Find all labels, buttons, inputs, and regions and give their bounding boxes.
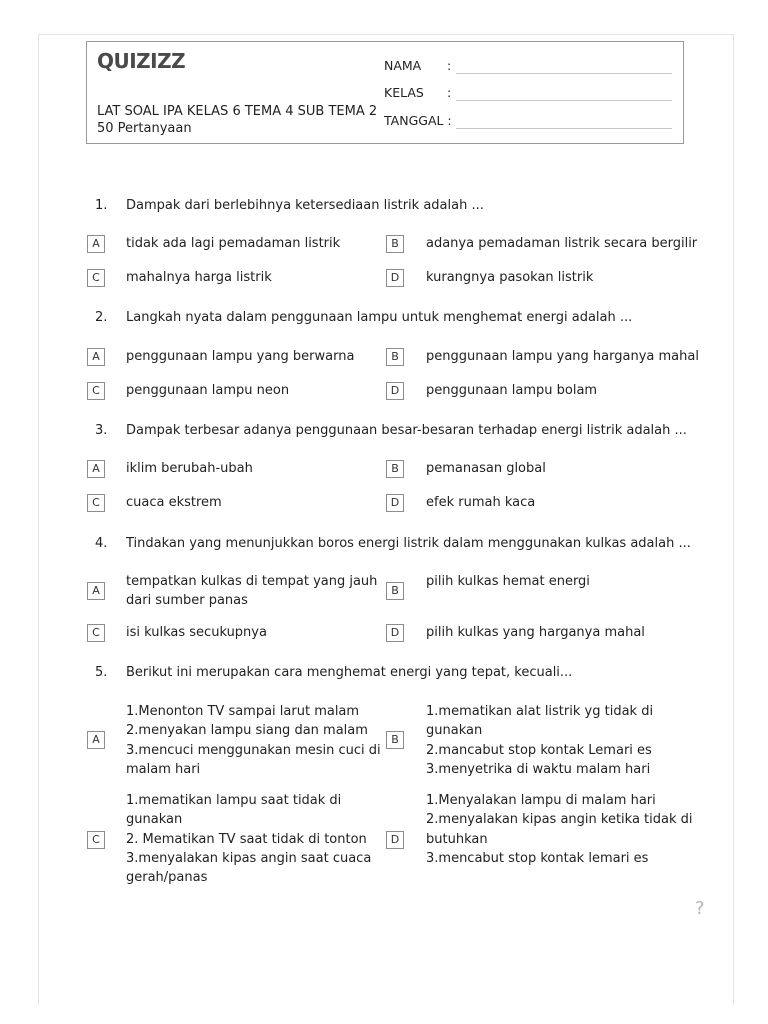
- option-box-d: D: [386, 494, 404, 512]
- name-label: NAMA: [384, 58, 422, 73]
- option-box-c: C: [87, 382, 105, 400]
- name-colon: :: [447, 58, 452, 73]
- option-box-a: A: [87, 235, 105, 253]
- option-text-a: iklim berubah-ubah: [126, 461, 253, 476]
- question-text: Dampak terbesar adanya penggunaan besar-besaran terhadap energi listrik adalah ...: [126, 423, 687, 438]
- class-line: [456, 100, 672, 101]
- option-box-c: C: [87, 494, 105, 512]
- option-text-d: efek rumah kaca: [426, 495, 536, 510]
- question-text: Berikut ini merupakan cara menghemat energi yang tepat, kecuali...: [126, 665, 573, 680]
- option-box-d: D: [386, 831, 404, 849]
- name-line: [456, 73, 672, 74]
- option-box-b: B: [386, 348, 404, 366]
- option-text-c: 1.mematikan lampu saat tidak di gunakan 2. Mematikan TV saat tidak di tonton 3.menyalakan kipas angin saat cuaca gerah/panas: [126, 793, 372, 886]
- class-colon: :: [447, 85, 452, 100]
- date-label: TANGGAL :: [384, 113, 452, 128]
- question-text: Tindakan yang menunjukkan boros energi listrik dalam menggunakan kulkas adalah ...: [126, 536, 691, 551]
- question-count: 50 Pertanyaan: [97, 121, 192, 136]
- option-text-c: mahalnya harga listrik: [126, 270, 272, 285]
- option-box-b: B: [386, 731, 404, 749]
- option-text-b: penggunaan lampu yang harganya mahal: [426, 349, 699, 364]
- question-number: 2.: [95, 310, 108, 325]
- option-text-d: penggunaan lampu bolam: [426, 383, 598, 398]
- option-box-d: D: [386, 624, 404, 642]
- option-text-d: kurangnya pasokan listrik: [426, 270, 594, 285]
- worksheet-header: [86, 41, 684, 144]
- date-line: [456, 128, 672, 129]
- question-number: 1.: [95, 198, 108, 213]
- help-icon[interactable]: ?: [695, 898, 705, 919]
- option-text-b: adanya pemadaman listrik secara bergilir: [426, 236, 698, 251]
- option-box-a: A: [87, 731, 105, 749]
- option-box-b: B: [386, 235, 404, 253]
- option-text-d: pilih kulkas yang harganya mahal: [426, 625, 645, 640]
- option-box-d: D: [386, 382, 404, 400]
- option-text-a: tempatkan kulkas di tempat yang jauh dari sumber panas: [126, 574, 378, 609]
- quizizz-logo: QUIZIZZ: [97, 49, 186, 73]
- question-text: Langkah nyata dalam penggunaan lampu untuk menghemat energi adalah ...: [126, 310, 633, 325]
- option-text-c: cuaca ekstrem: [126, 495, 222, 510]
- option-box-c: C: [87, 624, 105, 642]
- option-box-c: C: [87, 269, 105, 287]
- option-text-a: tidak ada lagi pemadaman listrik: [126, 236, 341, 251]
- quiz-title: LAT SOAL IPA KELAS 6 TEMA 4 SUB TEMA 2: [97, 104, 378, 119]
- option-text-c: isi kulkas secukupnya: [126, 625, 267, 640]
- option-box-a: A: [87, 582, 105, 600]
- question-number: 5.: [95, 665, 108, 680]
- option-text-b: 1.mematikan alat listrik yg tidak di gunakan 2.mancabut stop kontak Lemari es 3.menyetrika di waktu malam hari: [426, 704, 654, 777]
- option-box-d: D: [386, 269, 404, 287]
- option-box-b: B: [386, 460, 404, 478]
- option-box-b: B: [386, 582, 404, 600]
- question-number: 3.: [95, 423, 108, 438]
- option-text-d: 1.Menyalakan lampu di malam hari 2.menyalakan kipas angin ketika tidak di butuhkan 3.mencabut stop kontak lemari es: [426, 793, 693, 866]
- option-text-b: pemanasan global: [426, 461, 546, 476]
- option-text-a: penggunaan lampu yang berwarna: [126, 349, 355, 364]
- option-box-c: C: [87, 831, 105, 849]
- option-box-a: A: [87, 460, 105, 478]
- class-label: KELAS: [384, 85, 424, 100]
- question-text: Dampak dari berlebihnya ketersediaan listrik adalah ...: [126, 198, 484, 213]
- option-text-c: penggunaan lampu neon: [126, 383, 290, 398]
- option-text-a: 1.Menonton TV sampai larut malam 2.menyakan lampu siang dan malam 3.mencuci menggunakan mesin cuci di malam hari: [126, 704, 381, 777]
- question-number: 4.: [95, 536, 108, 551]
- option-box-a: A: [87, 348, 105, 366]
- option-text-b: pilih kulkas hemat energi: [426, 574, 590, 589]
